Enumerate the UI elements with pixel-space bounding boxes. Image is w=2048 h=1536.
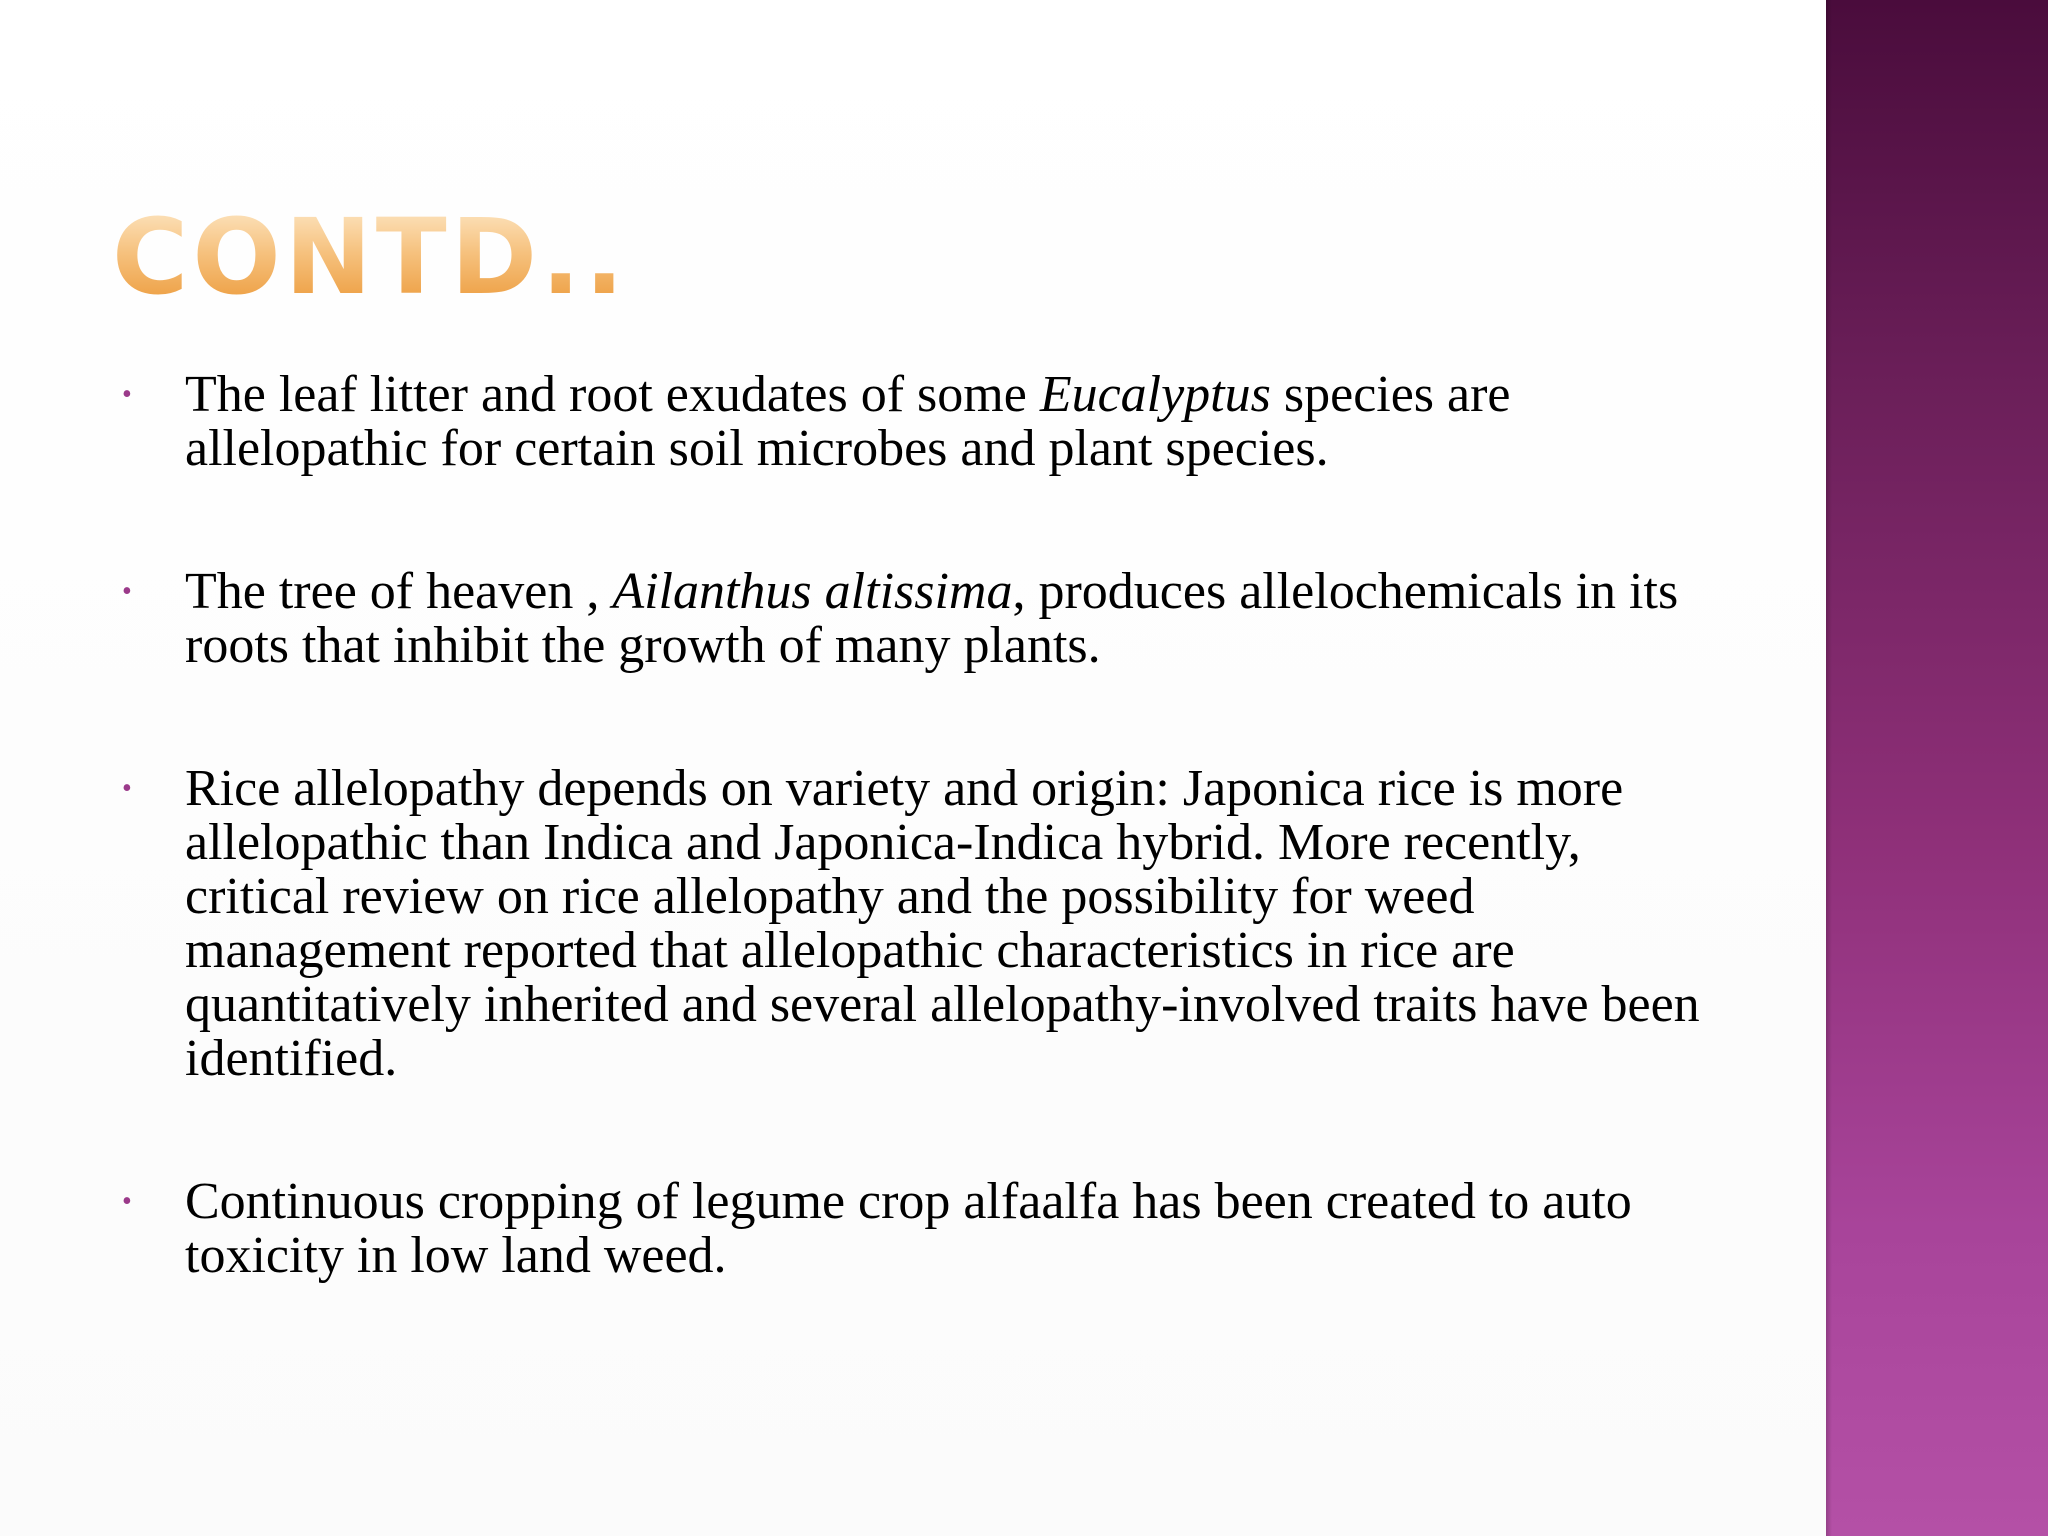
bullet-marker: • [122,576,132,607]
bullet-text [185,760,1700,1087]
bullet-text-part: species are allelopathic for certain soil microbes and plant species. [185,366,1511,477]
side-panel-shadow [1826,0,1832,1536]
species-name-italic: Ailanthus altissima [612,563,1013,620]
bullet-text [185,563,1678,674]
bullet-text [185,1173,1632,1284]
bullet-marker: • [122,1186,132,1217]
bullet-text-part: , produces allelochemicals in its roots that inhibit the growth of many plants. [185,563,1679,674]
bullet-item-rice [122,762,1722,1086]
bullet-list [122,368,1722,1372]
bullet-marker: • [122,773,132,804]
bullet-item-ailanthus [122,565,1722,673]
bullet-text [185,366,1511,477]
bullet-text-part: The tree of heaven , [185,563,613,620]
bullet-text-part: Continuous cropping of legume crop alfaalfa has been created to auto toxicity in low land weed. [185,1173,1632,1284]
bullet-item-eucalyptus [122,368,1722,476]
species-name-italic: Eucalyptus [1039,366,1271,423]
slide-title: CONTD.. [112,196,629,318]
bullet-text-part: The leaf litter and root exudates of some [185,366,1040,423]
bullet-marker: • [122,379,132,410]
bullet-text-part: Rice allelopathy depends on variety and origin: Japonica rice is more allelopathic than Indica and Japonica-Indica hybrid. More recently, critical review on rice allelopathy and the possibility for weed management reported that allelopathic characteristics in rice are quantitatively inherited and several allelopathy-involved traits have been identified. [185,760,1700,1087]
decorative-side-panel [1826,0,2048,1536]
bullet-item-alfalfa [122,1175,1722,1283]
